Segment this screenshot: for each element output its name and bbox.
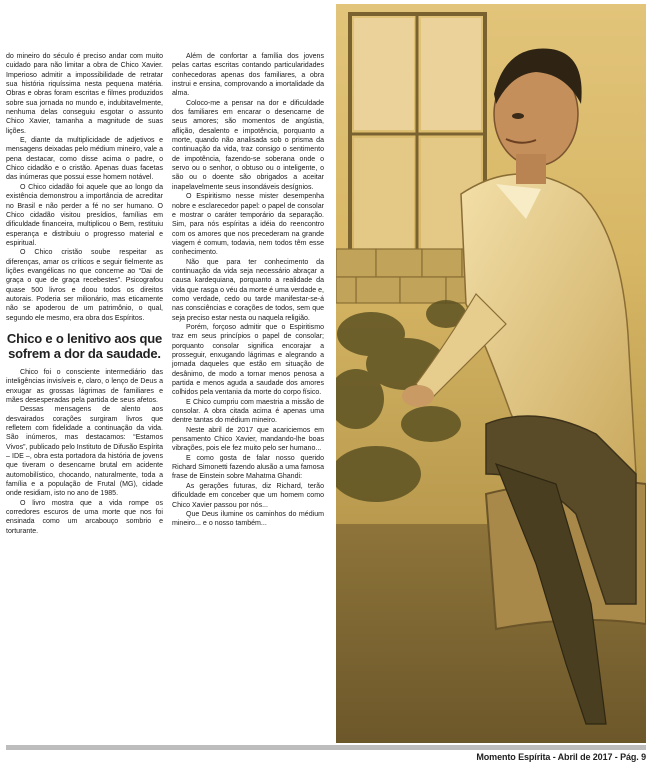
paragraph: Dessas mensagens de alento aos desvairados corações surgiram livros que refletem com fidelidade a continuação da vida. São inúmeros, mas destacamos: “Estamos Vivos”, publicado pelo Instituto de Difusão Espírita – IDE –, obra esta portadora da história de jovens que tiveram o desencarne brutal em acidente automobilístico, chocando, naturalmente, toda a família e a população de Frutal (MG), cidade onde residiam, isto no ano de 1985.	[6, 406, 163, 498]
page-footer: Momento Espírita - Abril de 2017 - Pág. 9	[476, 752, 646, 762]
paragraph: Além de confortar a família dos jovens pelas cartas escritas contando particularidades conhecedoras apenas dos familiares, a obra instrui e ensina, comprovando a imortalidade da alma.	[172, 53, 324, 98]
paragraph: Chico foi o consciente intermediário das inteligências invisíveis e, claro, o lenço de Deus a enxugar as grossas lágrimas de familiares e mães desesperadas pela partida de seus afetos.	[6, 368, 163, 404]
paragraph: E Chico cumpriu com maestria a missão de consolar. A obra citada acima é apenas uma dentre tantas do médium mineiro.	[172, 398, 324, 425]
paragraph: O Chico cidadão foi aquele que ao longo da existência demonstrou a importância de acreditar no Brasil e não perder a fé no ser humano. O Chico cidadão visitou presídios, famílias em dificuldade financeira, multiplicou o Bem, restituiu esperança e distribuiu o progresso material e espiritual.	[6, 183, 163, 247]
paragraph: As gerações futuras, diz Richard, terão dificuldade em conceber que um homem como Chico Xavier passou por nós...	[172, 482, 324, 509]
man-portrait-icon	[336, 4, 646, 743]
paragraph: E como gosta de falar nosso querido Richard Simonetti fazendo alusão a uma famosa frase de Einstein sobre Mahatma Ghandi:	[172, 454, 324, 481]
paragraph: Neste abril de 2017 que acariciemos em pensamento Chico Xavier, mandando-lhe boas vibrações, pois ele fez muito pelo ser humano...	[172, 426, 324, 453]
paragraph: Coloco-me a pensar na dor e dificuldade dos familiares em encarar o desencarne de seus amores; são momentos de angústia, aflição, desalento e impotência, porquanto a morte, quando não analisada sob o prisma da continuação da vida, traz consigo o sentimento de impotência, fazendo-se soberana onde o servo ou o senhor, o obtuso ou o inteligente, o são ou o doente são obrigados a aceitar inapelavelmente seus insondáveis desígnios.	[172, 99, 324, 191]
portrait-photo	[336, 4, 646, 743]
paragraph: E, diante da multiplicidade de adjetivos e mensagens deixadas pelo médium mineiro, vale a pena destacar, como disse acima o padre, o Chico cidadão e o cristão. Apenas duas facetas das inúmeras que possui esse homem notável.	[6, 137, 163, 182]
article-column-2	[172, 52, 324, 529]
paragraph: O Espiritismo nesse mister desempenha nobre e esclarecedor papel: o papel de consolar e mostrar o caráter temporário da separação. Sim, para nós espíritas a idéia do reencontro com os amores que nos precederam na grande viagem é comum, todavia, nem todos têm esse conhecimento.	[172, 193, 324, 257]
paragraph: O Chico cristão soube respeitar as diferenças, amar os críticos e seguir fielmente as lições evangélicas no que concerne ao “Dai de graça o que de graça recebestes”. Psicografou quase 500 livros e doou todos os direitos autorais. Poderia ser milionário, mas eticamente não se apoderou de um patrimônio, o qual, segundo ele mesmo, era obra dos Espíritos.	[6, 249, 163, 322]
paragraph: Porém, forçoso admitir que o Espiritismo traz em seus princípios o papel de consolar; porquanto consolar significa encorajar a prosseguir, enxugando lágrimas e alegrando a jornada daqueles que estão em situação de desânimo, de modo a tornar menos penosa a partida e menos aguda a saudade dos amores colhidos pela ventania da morte do corpo físico.	[172, 323, 324, 397]
paragraph: Não que para ter conhecimento da continuação da vida seja necessário abraçar a causa kardequiana, porquanto a realidade da vida que rasga o véu da morte é uma verdade e, como verdade, cedo ou tarde manifestar-se-á nas consciências e corações de todos, sem que seja preciso estar nesta ou naquela religião.	[172, 258, 324, 322]
paragraph: O livro mostra que a vida rompe os corredores escuros de uma morte que nos foi ensinada como um arcabouço sombrio e torturante.	[6, 499, 163, 535]
section-heading: Chico e o lenitivo aos que sofrem a dor da saudade.	[6, 330, 163, 362]
paragraph: Que Deus ilumine os caminhos do médium mineiro... e o nosso também...	[172, 510, 324, 528]
article-column-1	[6, 52, 163, 536]
paragraph: do mineiro do século é preciso andar com muito cuidado para não limitar a obra de Chico Xavier. Imperioso admitir a impossibilidade de retratar sua história riquíssima nesta pequena matéria. Obras e obras foram escritas e filmes produzidos sobre sua jornada no mundo e, indubitavelmente, nenhuma delas conseguiu esgotar o assunto Chico Xavier, tamanha a magnitude de suas lições.	[6, 53, 163, 135]
footer-rule	[6, 745, 646, 750]
